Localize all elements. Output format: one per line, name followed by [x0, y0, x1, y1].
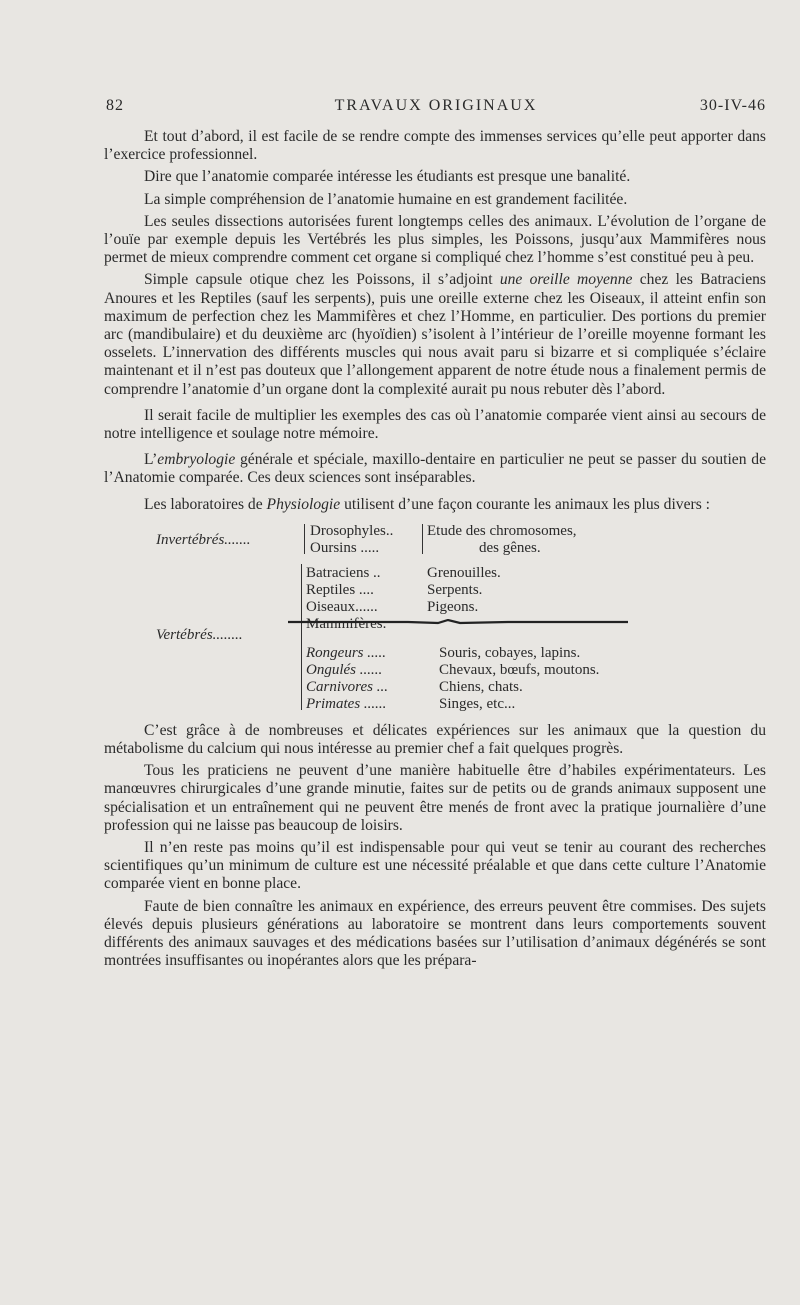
table-cell: des gênes. — [479, 539, 541, 556]
text-run: générale et spéciale, maxillo-dentaire en particulier ne peut se passer du soutien de l’Anatomie comparée. Ces deux sciences sont inséparables. — [104, 451, 766, 487]
paragraph: La simple compréhension de l’anatomie humaine en est grandement facilitée. — [144, 190, 628, 208]
paragraph: Tous les praticiens ne peuvent d’une manière habituelle être d’habiles expérimentateurs. Les manœuvres chirurgicales d’une grande minutie, faites sur de petits ou de grands animaux supposent une spécialisation et un entraînement qui ne peuvent être menés de front avec la pratique journalière d’une profession qui ne laisse pas beaucoup de loisirs. — [104, 762, 766, 834]
separator-rule — [288, 619, 628, 625]
text-run: Les laboratoires de — [144, 495, 267, 513]
paragraph-oreille — [104, 271, 766, 398]
paragraph: Faute de bien connaître les animaux en expérience, des erreurs peuvent être commises. Des sujets élevés depuis plusieurs générations au laboratoire se montrent dans leurs comportements souvent différents des animaux sauvages et des médications basées sur l’utilisation d’animaux dégénérés se sont montrées insuffisantes ou inopérantes alors que les prépara- — [104, 897, 766, 970]
issue-date: 30-IV-46 — [699, 97, 766, 114]
brace — [304, 524, 305, 554]
table-cell: Singes, etc... — [439, 695, 516, 712]
table-cell: Ongulés ...... — [306, 661, 383, 678]
paragraph-physiologie — [104, 496, 766, 514]
table-cell: Pigeons. — [427, 598, 479, 615]
table-cell: Chiens, chats. — [439, 678, 523, 695]
table-cell: Batraciens .. — [306, 564, 381, 581]
paragraph: Dire que l’anatomie comparée intéresse les étudiants est presque une banalité. — [144, 168, 631, 186]
table-cell: Rongeurs ..... — [306, 644, 386, 661]
emphasis: une oreille moyenne — [499, 271, 633, 289]
table-cell: Etude des chromosomes, — [427, 522, 577, 539]
table-cell: Drosophyles.. — [310, 522, 394, 539]
table-cell: Mammifères. — [306, 615, 387, 632]
body-text — [104, 128, 766, 975]
separator-rule-graphic — [288, 619, 628, 625]
table-cell: Souris, cobayes, lapins. — [439, 644, 581, 661]
table-cell: Oursins ..... — [310, 539, 380, 556]
table-cell: Carnivores ... — [306, 678, 388, 695]
table-cell: Primates ...... — [306, 695, 387, 712]
brace — [422, 524, 423, 554]
paragraph: C’est grâce à de nombreuses et délicates expériences sur les animaux que la question du métabolisme du calcium qui nous intéresse au premier chef a fait quelques progrès. — [104, 721, 766, 758]
page-number: 82 — [106, 97, 124, 114]
table-cell: Serpents. — [427, 581, 483, 598]
text-run: L’ — [144, 451, 158, 469]
paragraph: Il serait facile de multiplier les exemples des cas où l’anatomie comparée vient ainsi au secours de notre intelligence et soulage notre mémoire. — [104, 406, 766, 443]
paragraph-embryologie — [104, 451, 766, 487]
emphasis: Physiologie — [266, 495, 341, 513]
text-run: Simple capsule otique chez les Poissons, il s’adjoint — [144, 271, 500, 289]
animal-table — [104, 522, 766, 712]
paragraph: Et tout d’abord, il est facile de se rendre compte des immenses services qu’elle peut apporter dans l’exercice professionnel. — [104, 128, 766, 164]
table-cell: Reptiles .... — [306, 581, 374, 598]
table-cell: Oiseaux...... — [306, 598, 378, 615]
table-cell: Grenouilles. — [427, 564, 501, 581]
paragraph: Il n’en reste pas moins qu’il est indispensable pour qui veut se tenir au courant des recherches scientifiques qu’un minimum de culture est une nécessité préalable et que dans cette culture l’Anatomie comparée vient en bonne place. — [104, 839, 766, 893]
running-title: TRAVAUX ORIGINAUX — [334, 97, 538, 114]
vertebres-label: Vertébrés........ — [156, 626, 243, 643]
brace — [301, 564, 302, 710]
table-cell: Chevaux, bœufs, moutons. — [439, 661, 600, 678]
emphasis: embryologie — [157, 451, 236, 469]
paragraph: Les seules dissections autorisées furent longtemps celles des animaux. L’évolution de l’organe de l’ouïe par exemple depuis les Vertébrés les plus simples, les Poissons, jusqu’aux Mammifères nous permet de mieux comprendre comment cet organe si compliqué chez l’homme s’est constitué peu à peu. — [104, 212, 766, 267]
text-run: chez les Batraciens Anoures et les Reptiles (sauf les serpents), puis une oreille externe chez les Oiseaux, il atteint enfin son maximum de perfection chez les Mammifères et chez l’Homme, en particulier. Des portions du premier arc (mandibulaire) et du deuxième arc (hyoïdien) s’isolent à l’intérieur de l’oreille moyenne formant les osselets. L’innervation des différents muscles qui nous avait paru si bizarre et si compliquée s’éclaire maintenant et il n’est pas douteux que l’allongement apparent de notre étude nous a finalement permis de comprendre l’anatomie d’un organe dont la complexité aurait pu nous rebuter dès l’abord. — [104, 271, 766, 398]
invertebres-label: Invertébrés....... — [156, 531, 251, 548]
text-run: utilisent d’une façon courante les animaux les plus divers : — [340, 495, 710, 513]
running-header — [106, 97, 766, 121]
